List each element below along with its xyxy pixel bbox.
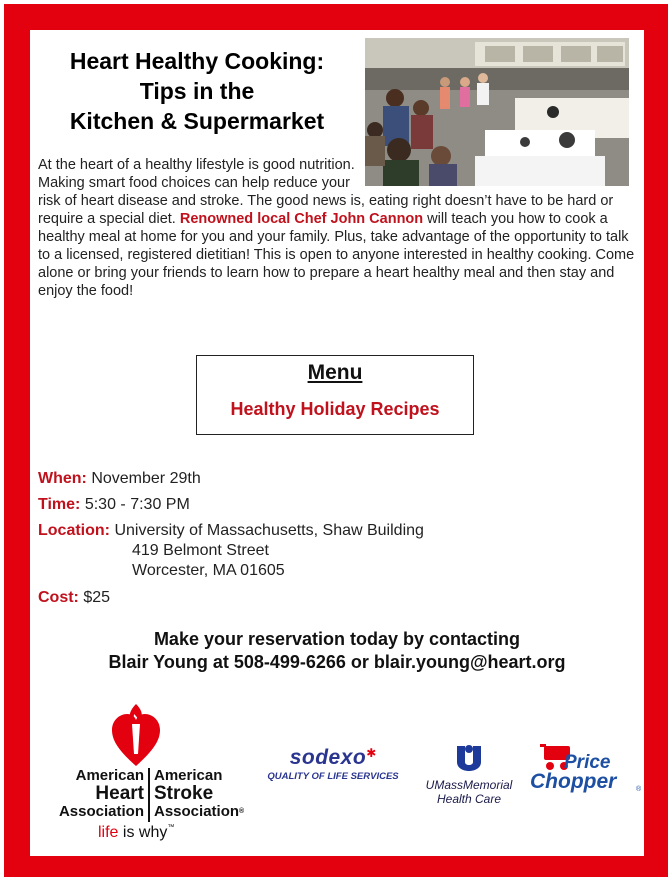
- time-row: [38, 496, 190, 514]
- menu-box: [196, 355, 474, 435]
- sodexo-wordmark: sodexo: [289, 746, 367, 769]
- asa-stroke-wordmark: [154, 767, 274, 821]
- aha-heart-wordmark: [34, 767, 144, 821]
- life-is-why-tagline: [98, 824, 174, 842]
- menu-item: Healthy Holiday Recipes: [230, 399, 440, 419]
- tagline-life: life: [98, 824, 119, 841]
- aha-divider: [148, 768, 150, 822]
- cost-label: Cost:: [38, 589, 79, 606]
- when-label: When:: [38, 470, 87, 487]
- reservation-callout: [30, 628, 644, 674]
- photo-wrap-spacer: [362, 156, 638, 192]
- cost-row: [38, 589, 110, 607]
- umass-line-1: UMassMemorial: [425, 778, 513, 792]
- sodexo-logo: [262, 746, 404, 782]
- menu-title: Menu: [307, 361, 363, 384]
- location-line-3: Worcester, MA 01605: [132, 562, 285, 579]
- trademark-mark: ™: [167, 824, 175, 831]
- asa-american-right: American: [154, 767, 223, 784]
- price-chopper-logo: [530, 742, 642, 802]
- chopper-text: Chopper: [530, 770, 617, 793]
- flyer-page: [30, 30, 644, 856]
- umass-u-icon: [449, 742, 489, 776]
- when-value: November 29th: [86, 470, 201, 487]
- title-line-1: Heart Healthy Cooking:: [69, 48, 325, 74]
- asa-stroke-text: Stroke: [154, 783, 214, 804]
- intro-text-part-2: will teach you how to cook a healthy meal at home for you and your family. Plus, take advantage of the opportunity to talk to a licensed, registered dietitian! This is open to anyone interested in healthy cooking. Come alone or bring your friends to learn how to prepare a heart healthy meal and then stay and enjoy the food!: [38, 211, 635, 299]
- intro-paragraph: [38, 156, 638, 300]
- title-line-3: Kitchen & Supermarket: [69, 108, 325, 134]
- time-value: 5:30 - 7:30 PM: [80, 496, 190, 513]
- cost-value: $25: [78, 589, 111, 606]
- time-label: Time:: [38, 496, 81, 513]
- asa-association-right: Association: [154, 803, 240, 820]
- cta-line-1: Make your reservation today by contacting: [153, 629, 521, 649]
- aha-logo: [30, 694, 270, 854]
- flyer-title: [32, 46, 362, 136]
- red-border-frame: [4, 4, 668, 877]
- location-label: Location:: [38, 522, 110, 539]
- title-line-2: Tips in the: [139, 78, 255, 104]
- price-text: Price: [564, 752, 611, 773]
- chef-name-highlight: Renowned local Chef John Cannon: [179, 211, 424, 227]
- umass-line-2: Health Care: [436, 792, 502, 806]
- sodexo-star-icon: ✱: [366, 746, 377, 760]
- aha-heart-text: Heart: [95, 783, 144, 804]
- registered-mark: ®: [239, 808, 245, 815]
- sodexo-tagline: QUALITY OF LIFE SERVICES: [267, 771, 399, 782]
- pc-registered-mark: ®: [636, 786, 642, 793]
- tagline-is-why: is why: [118, 824, 168, 841]
- when-row: [38, 470, 201, 488]
- intro-text-part-1: At the heart of a healthy lifestyle is good nutrition. Making smart food choices can help reduce your risk of heart disease and stroke. The good news is, eating right doesn’t have to be hard or require a special diet.: [38, 157, 614, 227]
- aha-american-left: American: [75, 767, 144, 784]
- aha-association-left: Association: [58, 803, 144, 820]
- location-line-2: 419 Belmont Street: [132, 542, 269, 559]
- cta-line-2: Blair Young at 508-499-6266 or blair.young@heart.org: [108, 652, 566, 672]
- umass-memorial-logo: [412, 742, 526, 806]
- location-row: [38, 522, 424, 540]
- heart-torch-icon: [112, 702, 160, 768]
- location-line-1: University of Massachusetts, Shaw Building: [110, 522, 424, 539]
